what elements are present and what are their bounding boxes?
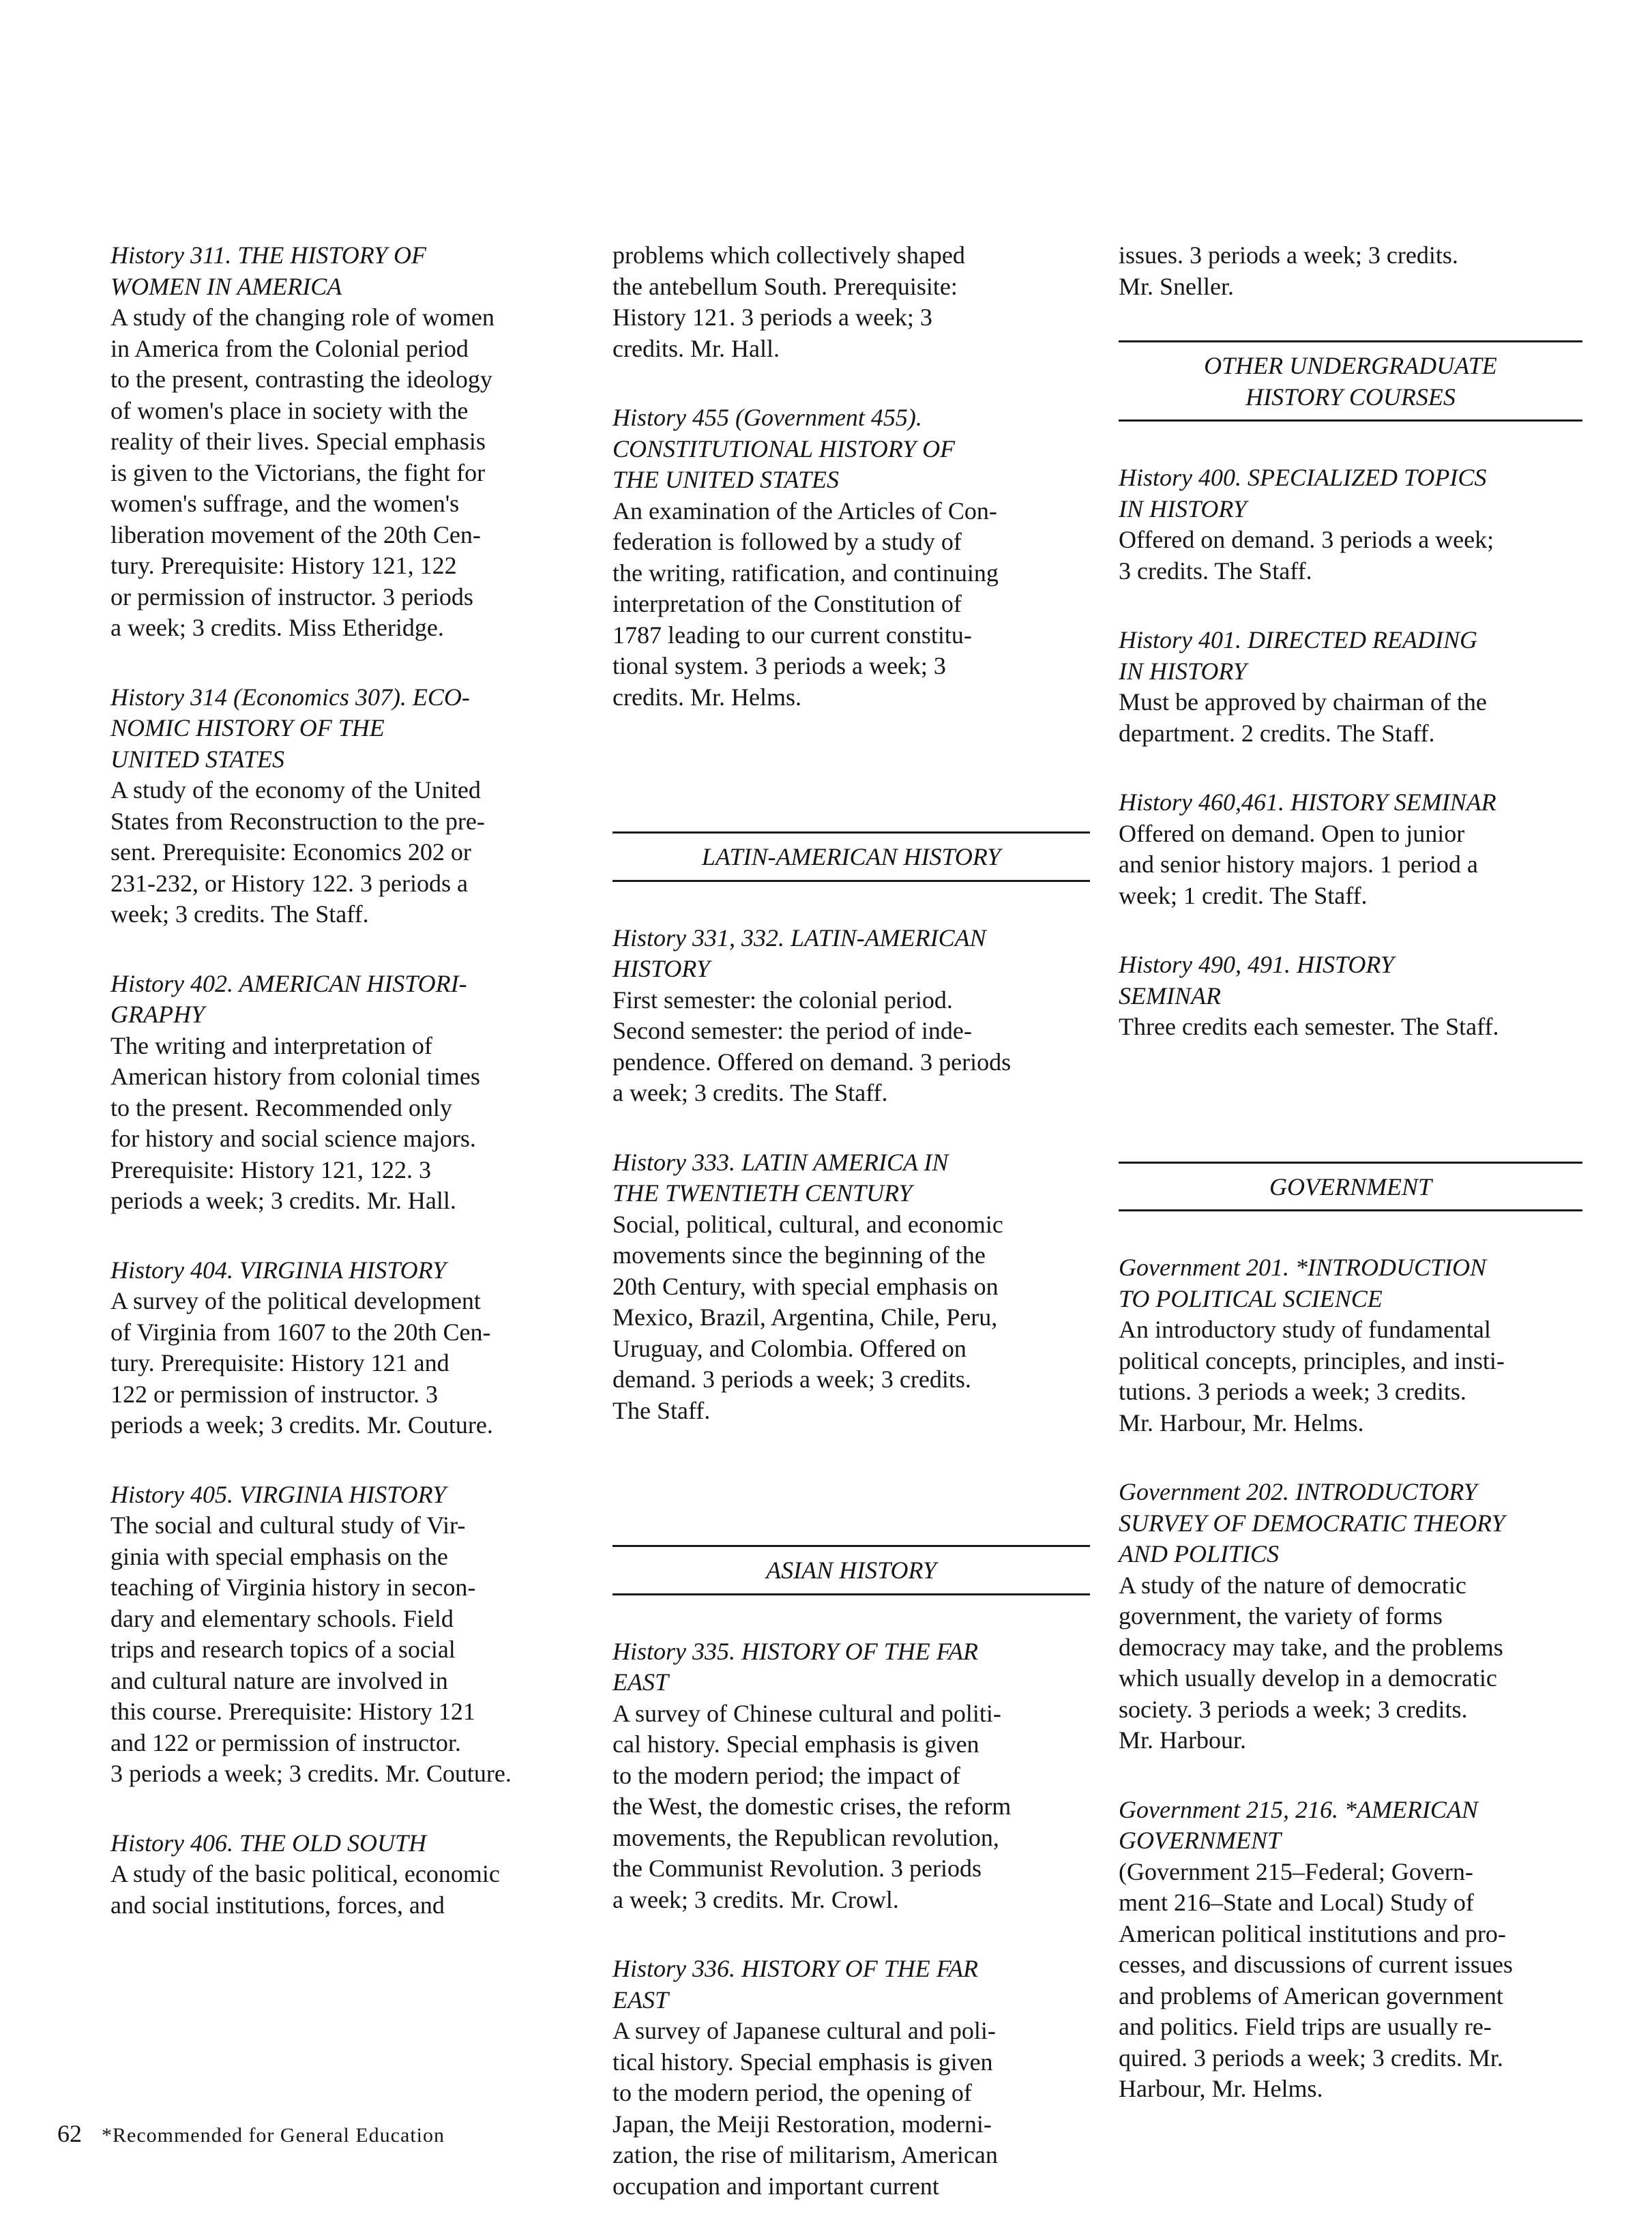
course-description-line: cesses, and discussions of current issues	[1119, 1951, 1513, 1978]
section-header-line: HISTORY COURSES	[1245, 383, 1456, 411]
course-title-line: UNITED STATES	[110, 745, 285, 773]
course-description-line: Prerequisite: History 121, 122. 3	[110, 1155, 431, 1183]
section-header-line: ASIAN HISTORY	[766, 1557, 936, 1584]
course-title-line: Government 202. INTRODUCTORY	[1119, 1478, 1477, 1505]
course-description-line: A study of the basic political, economic	[110, 1860, 500, 1887]
course-description-line: and senior history majors. 1 period a	[1119, 851, 1478, 878]
course-description-line: issues. 3 periods a week; 3 credits.	[1119, 241, 1458, 269]
course-description-line: An introductory study of fundamental	[1119, 1316, 1491, 1343]
course-description-line: tical history. Special emphasis is given	[613, 2048, 993, 2076]
course-title-line: History 406. THE OLD SOUTH	[110, 1829, 427, 1857]
course-description-line: week; 3 credits. The Staff.	[110, 900, 369, 928]
course-description-line: dary and elementary schools. Field	[110, 1604, 454, 1632]
course-description-line: federation is followed by a study of	[613, 528, 962, 555]
course-title-line: History 400. SPECIALIZED TOPICS	[1119, 464, 1487, 491]
course-title-line: Government 215, 216. *AMERICAN	[1119, 1795, 1478, 1823]
course-entry	[613, 1636, 1090, 1916]
course-description-line: pendence. Offered on demand. 3 periods	[613, 1048, 1012, 1076]
course-entry	[110, 240, 574, 644]
section-header	[613, 1545, 1090, 1595]
course-description-line: the West, the domestic crises, the reform	[613, 1793, 1012, 1820]
course-entry	[613, 240, 1090, 364]
course-description-line: and politics. Field trips are usually re-	[1119, 2013, 1492, 2040]
course-description-line: problems which collectively shaped	[613, 241, 965, 269]
section-header	[613, 831, 1090, 882]
course-description-line: teaching of Virginia history in secon-	[110, 1574, 476, 1601]
course-description-line: A survey of Chinese cultural and politi-	[613, 1699, 1001, 1727]
course-description-line: 20th Century, with special emphasis on	[613, 1272, 999, 1300]
course-title-line: History 331, 332. LATIN-AMERICAN	[613, 924, 986, 952]
course-description-line: American political institutions and pro-	[1119, 1919, 1506, 1947]
course-description-line: of Virginia from 1607 to the 20th Cen-	[110, 1318, 491, 1346]
course-entry	[613, 923, 1090, 1109]
section-header-line: OTHER UNDERGRADUATE	[1204, 352, 1497, 379]
course-entry	[613, 402, 1090, 713]
course-description-line: 3 periods a week; 3 credits. Mr. Couture.	[110, 1760, 512, 1787]
course-description-line: this course. Prerequisite: History 121	[110, 1698, 475, 1725]
course-description-line: Three credits each semester. The Staff.	[1119, 1013, 1499, 1040]
course-entry	[110, 1255, 574, 1441]
course-entry	[1119, 949, 1582, 1043]
course-entry	[613, 1954, 1090, 2202]
course-description-line: credits. Mr. Hall.	[613, 334, 780, 362]
course-description-line: and social institutions, forces, and	[110, 1891, 445, 1919]
course-description-line: Offered on demand. Open to junior	[1119, 819, 1465, 847]
course-description-line: Mr. Harbour.	[1119, 1726, 1246, 1754]
course-entry	[110, 969, 574, 1217]
course-description-line: which usually develop in a democratic	[1119, 1664, 1497, 1692]
course-title-line: EAST	[613, 1986, 669, 2014]
course-description-line: movements, the Republican revolution,	[613, 1823, 999, 1851]
course-title-line: SURVEY OF DEMOCRATIC THEORY	[1119, 1509, 1505, 1537]
course-entry	[110, 1479, 574, 1790]
course-entry	[1119, 625, 1582, 749]
course-title-line: CONSTITUTIONAL HISTORY OF	[613, 434, 956, 462]
course-description-line: department. 2 credits. The Staff.	[1119, 719, 1435, 747]
course-title-line: SEMINAR	[1119, 982, 1221, 1010]
course-title-line: History 401. DIRECTED READING	[1119, 626, 1477, 653]
course-description-line: sent. Prerequisite: Economics 202 or	[110, 838, 471, 866]
course-entry	[110, 1828, 574, 1921]
course-description-line: society. 3 periods a week; 3 credits.	[1119, 1695, 1468, 1723]
course-description-line: week; 1 credit. The Staff.	[1119, 881, 1368, 909]
course-description-line: zation, the rise of militarism, American	[613, 2141, 998, 2168]
course-title-line: THE TWENTIETH CENTURY	[613, 1179, 913, 1207]
column-1	[110, 240, 574, 1959]
page-footer	[57, 2120, 445, 2149]
course-title-line: GOVERNMENT	[1119, 1827, 1281, 1854]
course-description-line: Social, political, cultural, and economic	[613, 1210, 1003, 1238]
course-description-line: First semester: the colonial period.	[613, 986, 953, 1014]
course-description-line: or permission of instructor. 3 periods	[110, 583, 473, 610]
course-description-line: a week; 3 credits. Miss Etheridge.	[110, 614, 444, 641]
course-description-line: An examination of the Articles of Con-	[613, 497, 997, 525]
course-description-line: demand. 3 periods a week; 3 credits.	[613, 1366, 971, 1393]
course-description-line: History 121. 3 periods a week; 3	[613, 304, 932, 331]
course-description-line: of women's place in society with the	[110, 396, 469, 424]
course-description-line: Second semester: the period of inde-	[613, 1017, 972, 1044]
course-title-line: AND POLITICS	[1119, 1540, 1280, 1567]
course-description-line: political concepts, principles, and insti-	[1119, 1346, 1505, 1374]
course-entry	[613, 1147, 1090, 1427]
course-description-line: and problems of American government	[1119, 1981, 1503, 2009]
course-description-line: quired. 3 periods a week; 3 credits. Mr.	[1119, 2044, 1503, 2072]
section-header	[1119, 1162, 1582, 1212]
course-title-line: Government 201. *INTRODUCTION	[1119, 1254, 1486, 1281]
course-description-line: American history from colonial times	[110, 1063, 480, 1090]
course-description-line: periods a week; 3 credits. Mr. Couture.	[110, 1411, 493, 1439]
course-description-line: the Communist Revolution. 3 periods	[613, 1855, 982, 1882]
course-description-line: and cultural nature are involved in	[110, 1666, 448, 1694]
course-title-line: WOMEN IN AMERICA	[110, 272, 342, 300]
course-entry	[1119, 462, 1582, 587]
course-description-line: The Staff.	[613, 1396, 711, 1424]
course-description-line: The writing and interpretation of	[110, 1031, 432, 1059]
section-spacer	[613, 1464, 1090, 1545]
course-description-line: 122 or permission of instructor. 3	[110, 1380, 438, 1408]
course-title-line: History 314 (Economics 307). ECO-	[110, 683, 470, 711]
course-description-line: Mr. Sneller.	[1119, 272, 1234, 300]
course-description-line: ginia with special emphasis on the	[110, 1542, 448, 1570]
column-3	[1119, 240, 1582, 2143]
course-entry	[1119, 1477, 1582, 1756]
course-description-line: ment 216–State and Local) Study of	[1119, 1889, 1474, 1916]
page-number: 62	[57, 2120, 82, 2147]
course-description-line: to the modern period; the impact of	[613, 1761, 960, 1789]
course-description-line: Harbour, Mr. Helms.	[1119, 2075, 1323, 2102]
course-entry	[110, 682, 574, 930]
course-description-line: periods a week; 3 credits. Mr. Hall.	[110, 1187, 456, 1214]
course-title-line: History 333. LATIN AMERICA IN	[613, 1148, 949, 1176]
course-description-line: A study of the nature of democratic	[1119, 1571, 1466, 1599]
course-description-line: reality of their lives. Special emphasis	[110, 428, 486, 455]
course-title-line: History 455 (Government 455).	[613, 404, 922, 431]
course-title-line: History 311. THE HISTORY OF	[110, 241, 427, 269]
course-description-line: to the present, contrasting the ideology	[110, 366, 492, 393]
course-description-line: is given to the Victorians, the fight for	[110, 458, 486, 486]
course-title-line: History 405. VIRGINIA HISTORY	[110, 1480, 447, 1508]
course-description-line: a week; 3 credits. The Staff.	[613, 1079, 888, 1106]
course-title-line: GRAPHY	[110, 1001, 205, 1028]
course-title-line: HISTORY	[613, 955, 710, 982]
course-description-line: (Government 215–Federal; Govern-	[1119, 1857, 1473, 1885]
course-description-line: and 122 or permission of instructor.	[110, 1728, 461, 1756]
course-description-line: tional system. 3 periods a week; 3	[613, 652, 946, 679]
course-title-line: History 335. HISTORY OF THE FAR	[613, 1637, 979, 1665]
course-entry	[1119, 1795, 1582, 2105]
course-description-line: to the modern period, the opening of	[613, 2079, 972, 2106]
course-title-line: History 402. AMERICAN HISTORI-	[110, 969, 467, 997]
course-description-line: Uruguay, and Colombia. Offered on	[613, 1334, 967, 1362]
course-description-line: for history and social science majors.	[110, 1125, 476, 1152]
course-description-line: tutions. 3 periods a week; 3 credits.	[1119, 1378, 1466, 1405]
section-header-line: LATIN-AMERICAN HISTORY	[701, 843, 1001, 870]
course-description-line: the antebellum South. Prerequisite:	[613, 272, 958, 300]
course-description-line: interpretation of the Constitution of	[613, 590, 962, 617]
section-spacer	[1119, 1081, 1582, 1162]
course-description-line: The social and cultural study of Vir-	[110, 1512, 466, 1539]
course-description-line: A study of the changing role of women	[110, 304, 495, 331]
course-title-line: TO POLITICAL SCIENCE	[1119, 1284, 1383, 1312]
course-description-line: government, the variety of forms	[1119, 1602, 1443, 1630]
course-description-line: a week; 3 credits. Mr. Crowl.	[613, 1885, 899, 1913]
course-description-line: democracy may take, and the problems	[1119, 1633, 1503, 1661]
course-description-line: 1787 leading to our current constitu-	[613, 621, 972, 649]
course-description-line: Mexico, Brazil, Argentina, Chile, Peru,	[613, 1303, 998, 1331]
course-description-line: Offered on demand. 3 periods a week;	[1119, 526, 1494, 553]
section-header-line: GOVERNMENT	[1269, 1173, 1432, 1200]
course-title-line: IN HISTORY	[1119, 495, 1247, 522]
section-spacer	[613, 751, 1090, 831]
section-header	[1119, 340, 1582, 422]
course-description-line: A study of the economy of the United	[110, 776, 481, 804]
course-description-line: movements since the beginning of the	[613, 1241, 986, 1269]
course-description-line: credits. Mr. Helms.	[613, 683, 801, 711]
course-description-line: in America from the Colonial period	[110, 334, 469, 362]
course-description-line: tury. Prerequisite: History 121, 122	[110, 552, 457, 579]
course-title-line: History 460,461. HISTORY SEMINAR	[1119, 789, 1496, 816]
footnote: *Recommended for General Education	[102, 2124, 445, 2147]
course-title-line: History 336. HISTORY OF THE FAR	[613, 1955, 979, 1982]
course-description-line: to the present. Recommended only	[110, 1093, 452, 1121]
course-description-line: Must be approved by chairman of the	[1119, 688, 1487, 716]
course-description-line: A survey of the political development	[110, 1287, 481, 1314]
course-entry	[1119, 787, 1582, 911]
course-description-line: tury. Prerequisite: History 121 and	[110, 1349, 449, 1376]
course-title-line: EAST	[613, 1668, 669, 1696]
course-description-line: women's suffrage, and the women's	[110, 490, 460, 517]
course-title-line: IN HISTORY	[1119, 657, 1247, 685]
course-title-line: NOMIC HISTORY OF THE	[110, 714, 385, 741]
course-description-line: liberation movement of the 20th Cen-	[110, 520, 481, 548]
course-description-line: the writing, ratification, and continuing	[613, 559, 999, 587]
course-description-line: trips and research topics of a social	[110, 1636, 456, 1663]
course-title-line: History 490, 491. HISTORY	[1119, 951, 1394, 978]
course-description-line: States from Reconstruction to the pre-	[110, 807, 485, 835]
course-description-line: 231-232, or History 122. 3 periods a	[110, 869, 468, 897]
course-title-line: THE UNITED STATES	[613, 466, 840, 493]
course-description-line: 3 credits. The Staff.	[1119, 557, 1312, 585]
course-description-line: occupation and important current	[613, 2172, 939, 2200]
course-description-line: A survey of Japanese cultural and poli-	[613, 2017, 996, 2044]
course-description-line: Mr. Harbour, Mr. Helms.	[1119, 1409, 1364, 1436]
course-title-line: History 404. VIRGINIA HISTORY	[110, 1256, 447, 1284]
course-entry	[1119, 240, 1582, 302]
course-description-line: Japan, the Meiji Restoration, moderni-	[613, 2110, 992, 2138]
course-description-line: cal history. Special emphasis is given	[613, 1730, 979, 1758]
column-2	[613, 240, 1090, 2240]
course-entry	[1119, 1252, 1582, 1439]
